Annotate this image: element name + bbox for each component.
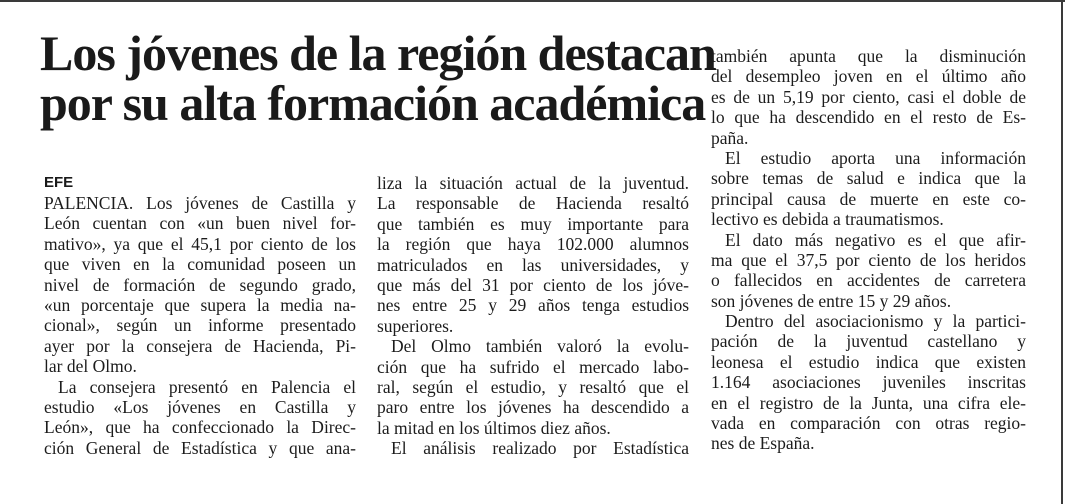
text-line: o fallecidos en accidentes de carretera (711, 270, 1026, 291)
text-line: sobre temas de salud e indica que la (711, 168, 1026, 189)
text-line: estudio «Los jóvenes en Castilla y (44, 396, 356, 417)
text-line: leonesa el estudio indica que existen (711, 351, 1026, 372)
text-line: nes de España. (711, 433, 815, 454)
text-line: es de un 5,19 por ciento, casi el doble de (711, 86, 1026, 107)
byline: EFE (44, 174, 74, 191)
text-line: paña. (711, 127, 749, 148)
text-line: PALENCIA. Los jóvenes de Castilla y (44, 193, 356, 213)
text-line: La consejera presentó en Palencia el (58, 376, 356, 397)
text-line: principal causa de muerte en este co- (711, 188, 1026, 209)
text-line: también apunta que la disminución (711, 46, 1026, 66)
text-line: El estudio aporta una información (725, 147, 1026, 168)
text-line: lectivo es debida a traumatismos. (711, 209, 944, 230)
text-line: son jóvenes de entre 15 y 29 años. (711, 290, 952, 311)
text-line: ma que el 37,5 por ciento de los heridos (711, 249, 1026, 270)
text-line: El análisis realizado por Estadística (391, 438, 689, 459)
text-line: «un porcentaje que supera la media na- (44, 294, 356, 315)
text-line: 1.164 asociaciones juveniles inscritas (711, 372, 1026, 393)
text-line: que también es muy importante para (377, 213, 689, 234)
text-line: ayer por la consejera de Hacienda, Pi- (44, 335, 356, 356)
text-line: que más del 31 por ciento de los jóve- (377, 274, 689, 295)
text-line: lar del Olmo. (44, 356, 137, 377)
headline-line: Los jóvenes de la región destacan (40, 25, 716, 81)
text-line: La responsable de Hacienda resaltó (377, 193, 689, 214)
text-line: matriculados en las universidades, y (377, 254, 689, 275)
text-line: en el registro de la Junta, una cifra ele- (711, 392, 1026, 413)
text-line: pación de la juventud castellano y (711, 331, 1026, 352)
text-line: liza la situación actual de la juventud. (377, 173, 689, 193)
clipping-top-border (0, 0, 1065, 16)
text-line: León», que ha confeccionado la Direc- (44, 417, 356, 438)
text-line: cional», según un informe presentado (44, 315, 356, 336)
article-column-1 (44, 193, 356, 458)
text-line: ral, según el estudio, y resaltó que el (377, 376, 689, 397)
text-line: León cuentan con «un buen nivel for- (44, 213, 356, 234)
clipping-right-border (1061, 0, 1063, 504)
text-line: del desempleo joven en el último año (711, 66, 1026, 87)
article-column-3 (711, 46, 1026, 454)
text-line: ción General de Estadística y que ana- (44, 437, 356, 458)
text-line: paro entre los jóvenes ha descendido a (377, 397, 689, 418)
text-line: superiores. (377, 315, 454, 336)
text-line: Dentro del asociacionismo y la partici- (725, 311, 1026, 332)
headline-line: por su alta formación académica (40, 75, 706, 131)
article-headline (40, 25, 716, 131)
text-line: Del Olmo también valoró la evolu- (391, 336, 689, 357)
text-line: nes entre 25 y 29 años tenga estudios (377, 295, 689, 316)
text-line: vada en comparación con otras regio- (711, 413, 1026, 434)
text-line: la región que haya 102.000 alumnos (377, 234, 689, 255)
text-line: lo que ha descendido en el resto de Es- (711, 107, 1026, 128)
text-line: El dato más negativo es el que afir- (725, 229, 1026, 250)
text-line: ción que ha sufrido el mercado labo- (377, 356, 689, 377)
text-line: mativo», ya que el 45,1 por ciento de los (44, 233, 356, 254)
article-column-2 (377, 173, 689, 458)
text-line: nivel de formación de segundo grado, (44, 274, 356, 295)
text-line: que viven en la comunidad poseen un (44, 254, 356, 275)
text-line: la mitad en los últimos diez años. (377, 417, 611, 438)
